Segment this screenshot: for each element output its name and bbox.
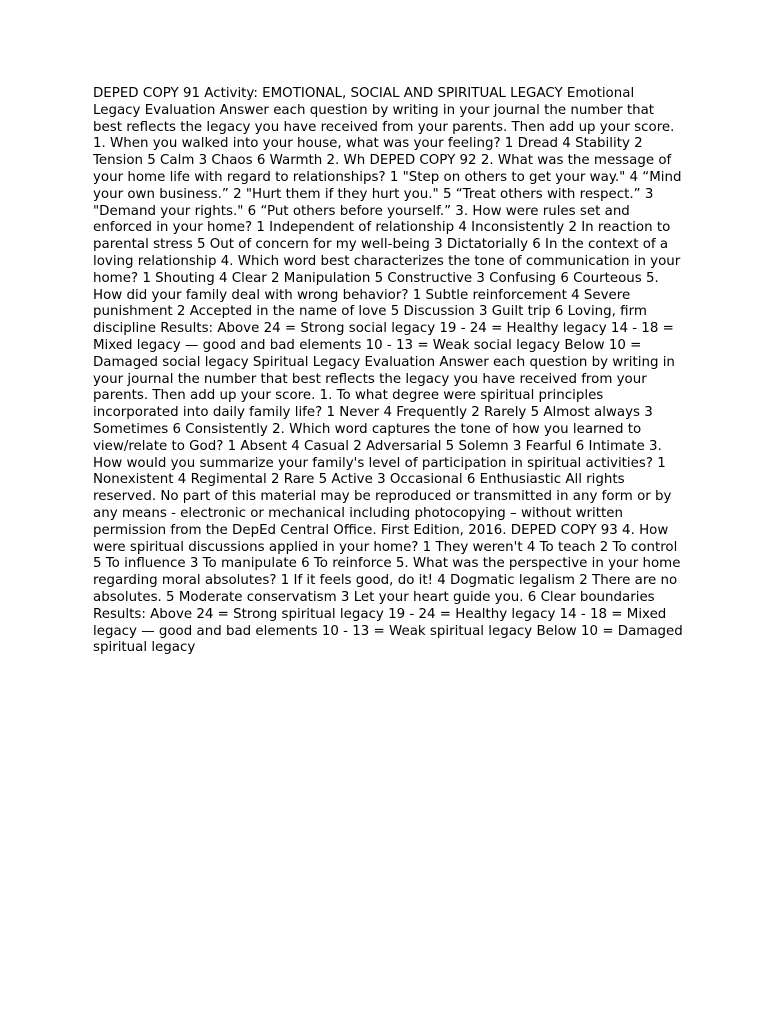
document-body-text: DEPED COPY 91 Activity: EMOTIONAL, SOCIAL AND SPIRITUAL LEGACY Emotional Legacy Evaluation Answer each question by writing in your journal the number that best reflects the legacy you have received from your parents. Then add up your score. 1. When you walked into your house, what was your feeling? 1 Dread 4 Stability 2 Tension 5 Calm 3 Chaos 6 Warmth 2. Wh DEPED COPY 92 2. What was the message of your home life with regard to relationships? 1 "Step on others to get your way." 4 “Mind your own business.” 2 "Hurt them if they hurt you." 5 “Treat others with respect.” 3 "Demand your rights." 6 “Put others before yourself.” 3. How were rules set and enforced in your home? 1 Independent of relationship 4 Inconsistently 2 In reaction to parental stress 5 Out of concern for my well-being 3 Dictatorially 6 In the context of a loving relationship 4. Which word best characterizes the tone of communication in your home? 1 Shouting 4 Clear 2 Manipulation 5 Constructive 3 Confusing 6 Courteous 5. How did your family deal with wrong behavior? 1 Subtle reinforcement 4 Severe punishment 2 Accepted in the name of love 5 Discussion 3 Guilt trip 6 Loving, firm discipline Results: Above 24 = Strong social legacy 19 - 24 = Healthy legacy 14 - 18 = Mixed legacy — good and bad elements 10 - 13 = Weak social legacy Below 10 = Damaged social legacy Spiritual Legacy Evaluation Answer each question by writing in your journal the number that best reflects the legacy you have received from your parents. Then add up your score. 1. To what degree were spiritual principles incorporated into daily family life? 1 Never 4 Frequently 2 Rarely 5 Almost always 3 Sometimes 6 Consistently 2. Which word captures the tone of how you learned to view/relate to God? 1 Absent 4 Casual 2 Adversarial 5 Solemn 3 Fearful 6 Intimate 3. How would you summarize your family's level of participation in spiritual activities? 1 Nonexistent 4 Regimental 2 Rare 5 Active 3 Occasional 6 Enthusiastic All rights reserved. No part of this material may be reproduced or transmitted in any form or by any means - electronic or mechanical including photocopying – without written permission from the DepEd Central Office. First Edition, 2016. DEPED COPY 93 4. How were spiritual discussions applied in your home? 1 They weren't 4 To teach 2 To control 5 To influence 3 To manipulate 6 To reinforce 5. What was the perspective in your home regarding moral absolutes? 1 If it feels good, do it! 4 Dogmatic legalism 2 There are no absolutes. 5 Moderate conservatism 3 Let your heart guide you. 6 Clear boundaries Results: Above 24 = Strong spiritual legacy 19 - 24 = Healthy legacy 14 - 18 = Mixed legacy — good and bad elements 10 - 13 = Weak spiritual legacy Below 10 = Damaged spiritual legacy [93, 86, 683, 656]
